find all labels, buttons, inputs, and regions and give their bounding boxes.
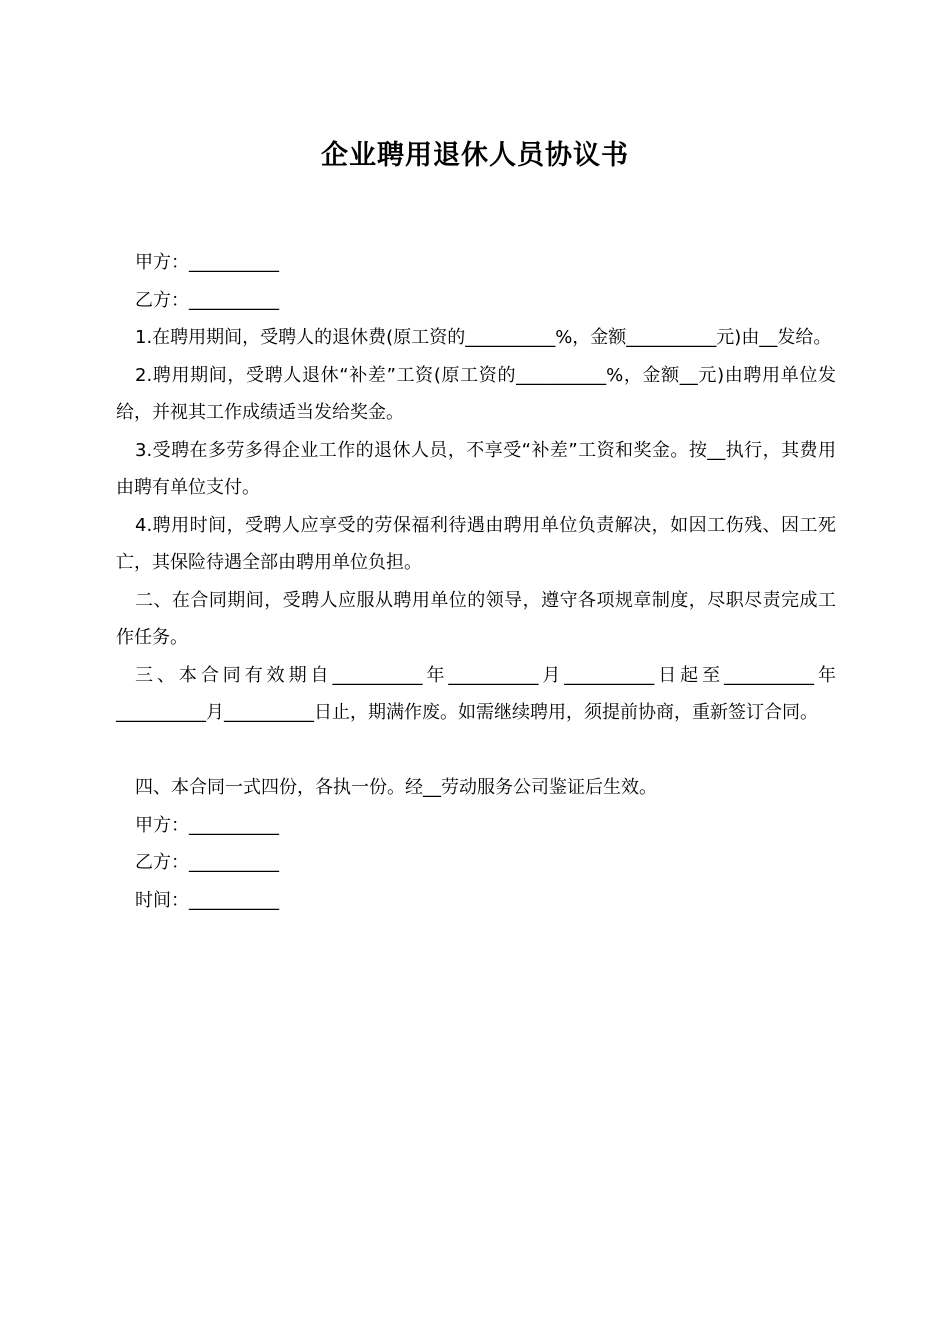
clause-2: 2.聘用期间，受聘人退休“补差”工资(原工资的__________%，金额__元)由聘用单位发给，并视其工作成绩适当发给奖金。 bbox=[116, 364, 836, 423]
signature-party-b: 乙方：__________ bbox=[135, 852, 279, 873]
clause-three: 三、本合同有效期自__________年__________月__________日起至__________年__________月__________日止，期满作废。如需继续聘用，须提前协商，重新签订合同。 bbox=[116, 664, 836, 723]
clause-4: 4.聘用时间，受聘人应享受的劳保福利待遇由聘用单位负责解决，如因工伤残、因工死亡，其保险待遇全部由聘用单位负担。 bbox=[116, 514, 836, 573]
signature-date: 时间：__________ bbox=[135, 889, 279, 911]
document-body bbox=[116, 244, 836, 919]
clause-four: 四、本合同一式四份，各执一份。经__劳动服务公司鉴证后生效。 bbox=[135, 777, 657, 798]
party-a-line: 甲方：__________ bbox=[135, 252, 279, 273]
party-b-line: 乙方：__________ bbox=[135, 289, 279, 311]
blank-line bbox=[116, 732, 836, 770]
signature-party-a: 甲方：__________ bbox=[135, 814, 279, 836]
document-title: 企业聘用退休人员协议书 bbox=[321, 140, 629, 171]
clause-3: 3.受聘在多劳多得企业工作的退休人员，不享受“补差”工资和奖金。按__执行，其费用由聘有单位支付。 bbox=[116, 439, 836, 498]
clause-1: 1.在聘用期间，受聘人的退休费(原工资的__________%，金额__________元)由__发给。 bbox=[135, 327, 832, 348]
clause-two: 二、在合同期间，受聘人应服从聘用单位的领导，遵守各项规章制度，尽职尽责完成工作任务。 bbox=[116, 589, 836, 648]
